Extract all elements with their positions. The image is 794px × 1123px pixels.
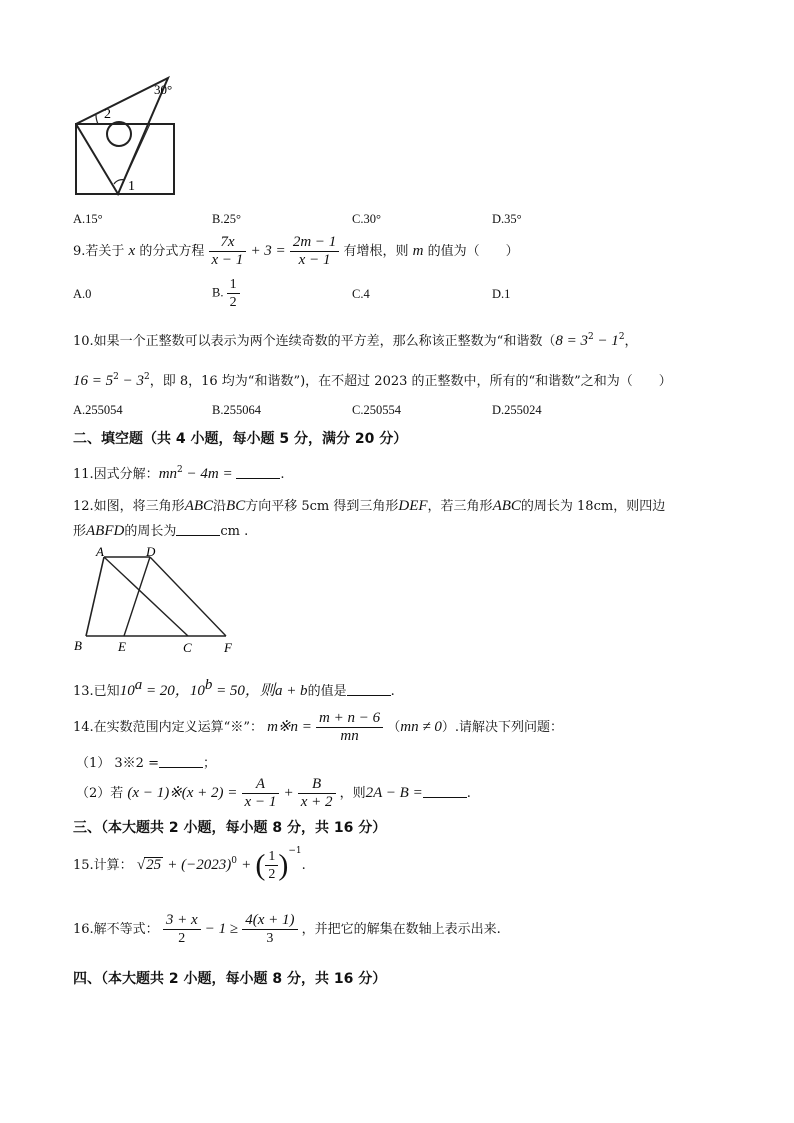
q11-answer-blank[interactable] (236, 466, 280, 479)
q8-angle-30-label: 30° (154, 82, 173, 97)
q10-option-c[interactable]: C.250554 (352, 403, 401, 417)
q14-part-1: （1） 3※2 = ； (76, 756, 216, 771)
q9-fraction-2: $\frac{2m - 1}{x - 1}$ (290, 234, 339, 269)
q12-answer-blank[interactable] (176, 523, 220, 536)
q12-line-2: 形ABFD的周长为 cm . (73, 523, 249, 539)
q10-line-1: 10.如果一个正整数可以表示为两个连续奇数的平方差，那么称该正整数为“和谐数（$8 = 3^2 - 1^2$， (73, 332, 638, 349)
q14-part-2-fraction-a: $\frac{A}{x - 1}$ (242, 776, 280, 811)
q9-prefix: 9.若关于 (73, 244, 125, 259)
q9-mid: 的分式方程 (139, 244, 205, 259)
q12-figure (70, 544, 240, 656)
q9-option-c[interactable]: C.4 (352, 287, 370, 301)
q16-fraction-2: $\frac{4(x + 1)}{3}$ (242, 912, 297, 947)
q9-var-x: x (128, 243, 136, 259)
q14-fraction: $\frac{m + n - 6}{mn}$ (316, 710, 383, 745)
q8-figure (70, 66, 190, 198)
q14-part-2: （2）若 (x − 1)※(x + 2) = $\frac{A}{x - 1}$ + $\frac{B}{x + 2}$ ，则2A − B = . (76, 776, 471, 810)
q8-angle-1-label: 1 (128, 179, 135, 194)
q14-part-2-answer-blank[interactable] (423, 785, 467, 798)
q9-plus3: + 3 = (250, 243, 286, 259)
q9-var-m: m (412, 243, 424, 259)
q9-option-a[interactable]: A.0 (73, 287, 92, 301)
q10-option-d[interactable]: D.255024 (492, 403, 542, 417)
q14-question: 14.在实数范围内定义运算“※”： m※n = $\frac{m + n - 6}{mn}$ （mn ≠ 0）.请解决下列问题： (73, 710, 563, 744)
q16-question: 16.解不等式： $\frac{3 + x}{2}$ − 1 ≥ $\frac{4(x + 1)}{3}$ ，并把它的解集在数轴上表示出来. (73, 912, 501, 946)
q14-part-1-answer-blank[interactable] (159, 755, 203, 768)
q13-question: 13.已知$10^a = 20$，$10^b = 50$，则a + b的值是 . (73, 677, 395, 699)
q9-question (73, 234, 519, 269)
q9-option-d[interactable]: D.1 (492, 287, 511, 301)
q12-label-C: C (183, 640, 192, 655)
q11-question: 11.因式分解：$mn^2 - 4m$ = . (73, 465, 285, 482)
q12-label-B: B (74, 638, 82, 653)
q8-option-c[interactable]: C.30° (352, 212, 381, 226)
q16-fraction-1: $\frac{3 + x}{2}$ (163, 912, 201, 947)
q15-question: 15.计算： $√25 + (-2023)^0$ + ( $\frac{1}{2}$ )$^{-1}$. (73, 846, 306, 882)
q12-label-D: D (146, 544, 156, 559)
q10-line-2: $16 = 5^2 - 3^2$，即 8，16 均为“和谐数”)，在不超过 2023 的正整数中，所有的“和谐数”之和为（ ） (73, 372, 672, 389)
q9-suffix-a: 有增根，则 (343, 244, 409, 259)
section-2-heading: 二、填空题（共 4 小题，每小题 5 分，满分 20 分） (73, 431, 408, 447)
q9-fraction-1: $\frac{7x}{x - 1}$ (209, 234, 247, 269)
q10-option-b[interactable]: B.255064 (212, 403, 261, 417)
q10-option-a[interactable]: A.255054 (73, 403, 123, 417)
q12-label-F: F (224, 640, 232, 655)
q9-suffix-b: 的值为（ ） (427, 244, 519, 259)
q8-option-b[interactable]: B.25° (212, 212, 241, 226)
q9-option-b[interactable]: B. $\frac{1}{2}$ (212, 276, 240, 311)
q12-label-A: A (96, 544, 104, 559)
q8-option-a[interactable]: A.15° (73, 212, 103, 226)
q15-sqrt: √25 (136, 857, 162, 873)
q13-answer-blank[interactable] (347, 683, 391, 696)
q12-line-1: 12.如图，将三角形ABC沿BC方向平移 5cm 得到三角形DEF，若三角形ABC的周长为 18cm，则四边 (73, 498, 666, 514)
q14-part-2-fraction-b: $\frac{B}{x + 2}$ (298, 776, 336, 811)
q8-angle-2-label: 2 (104, 107, 111, 122)
q9-option-b-fraction: $\frac{1}{2}$ (227, 276, 240, 311)
section-3-heading: 三、（本大题共 2 小题，每小题 8 分，共 16 分） (73, 820, 387, 836)
section-4-heading: 四、（本大题共 2 小题，每小题 8 分，共 16 分） (73, 971, 387, 987)
q8-option-d[interactable]: D.35° (492, 212, 522, 226)
q12-label-E: E (118, 639, 126, 654)
q15-half: $\frac{1}{2}$ (265, 848, 278, 883)
